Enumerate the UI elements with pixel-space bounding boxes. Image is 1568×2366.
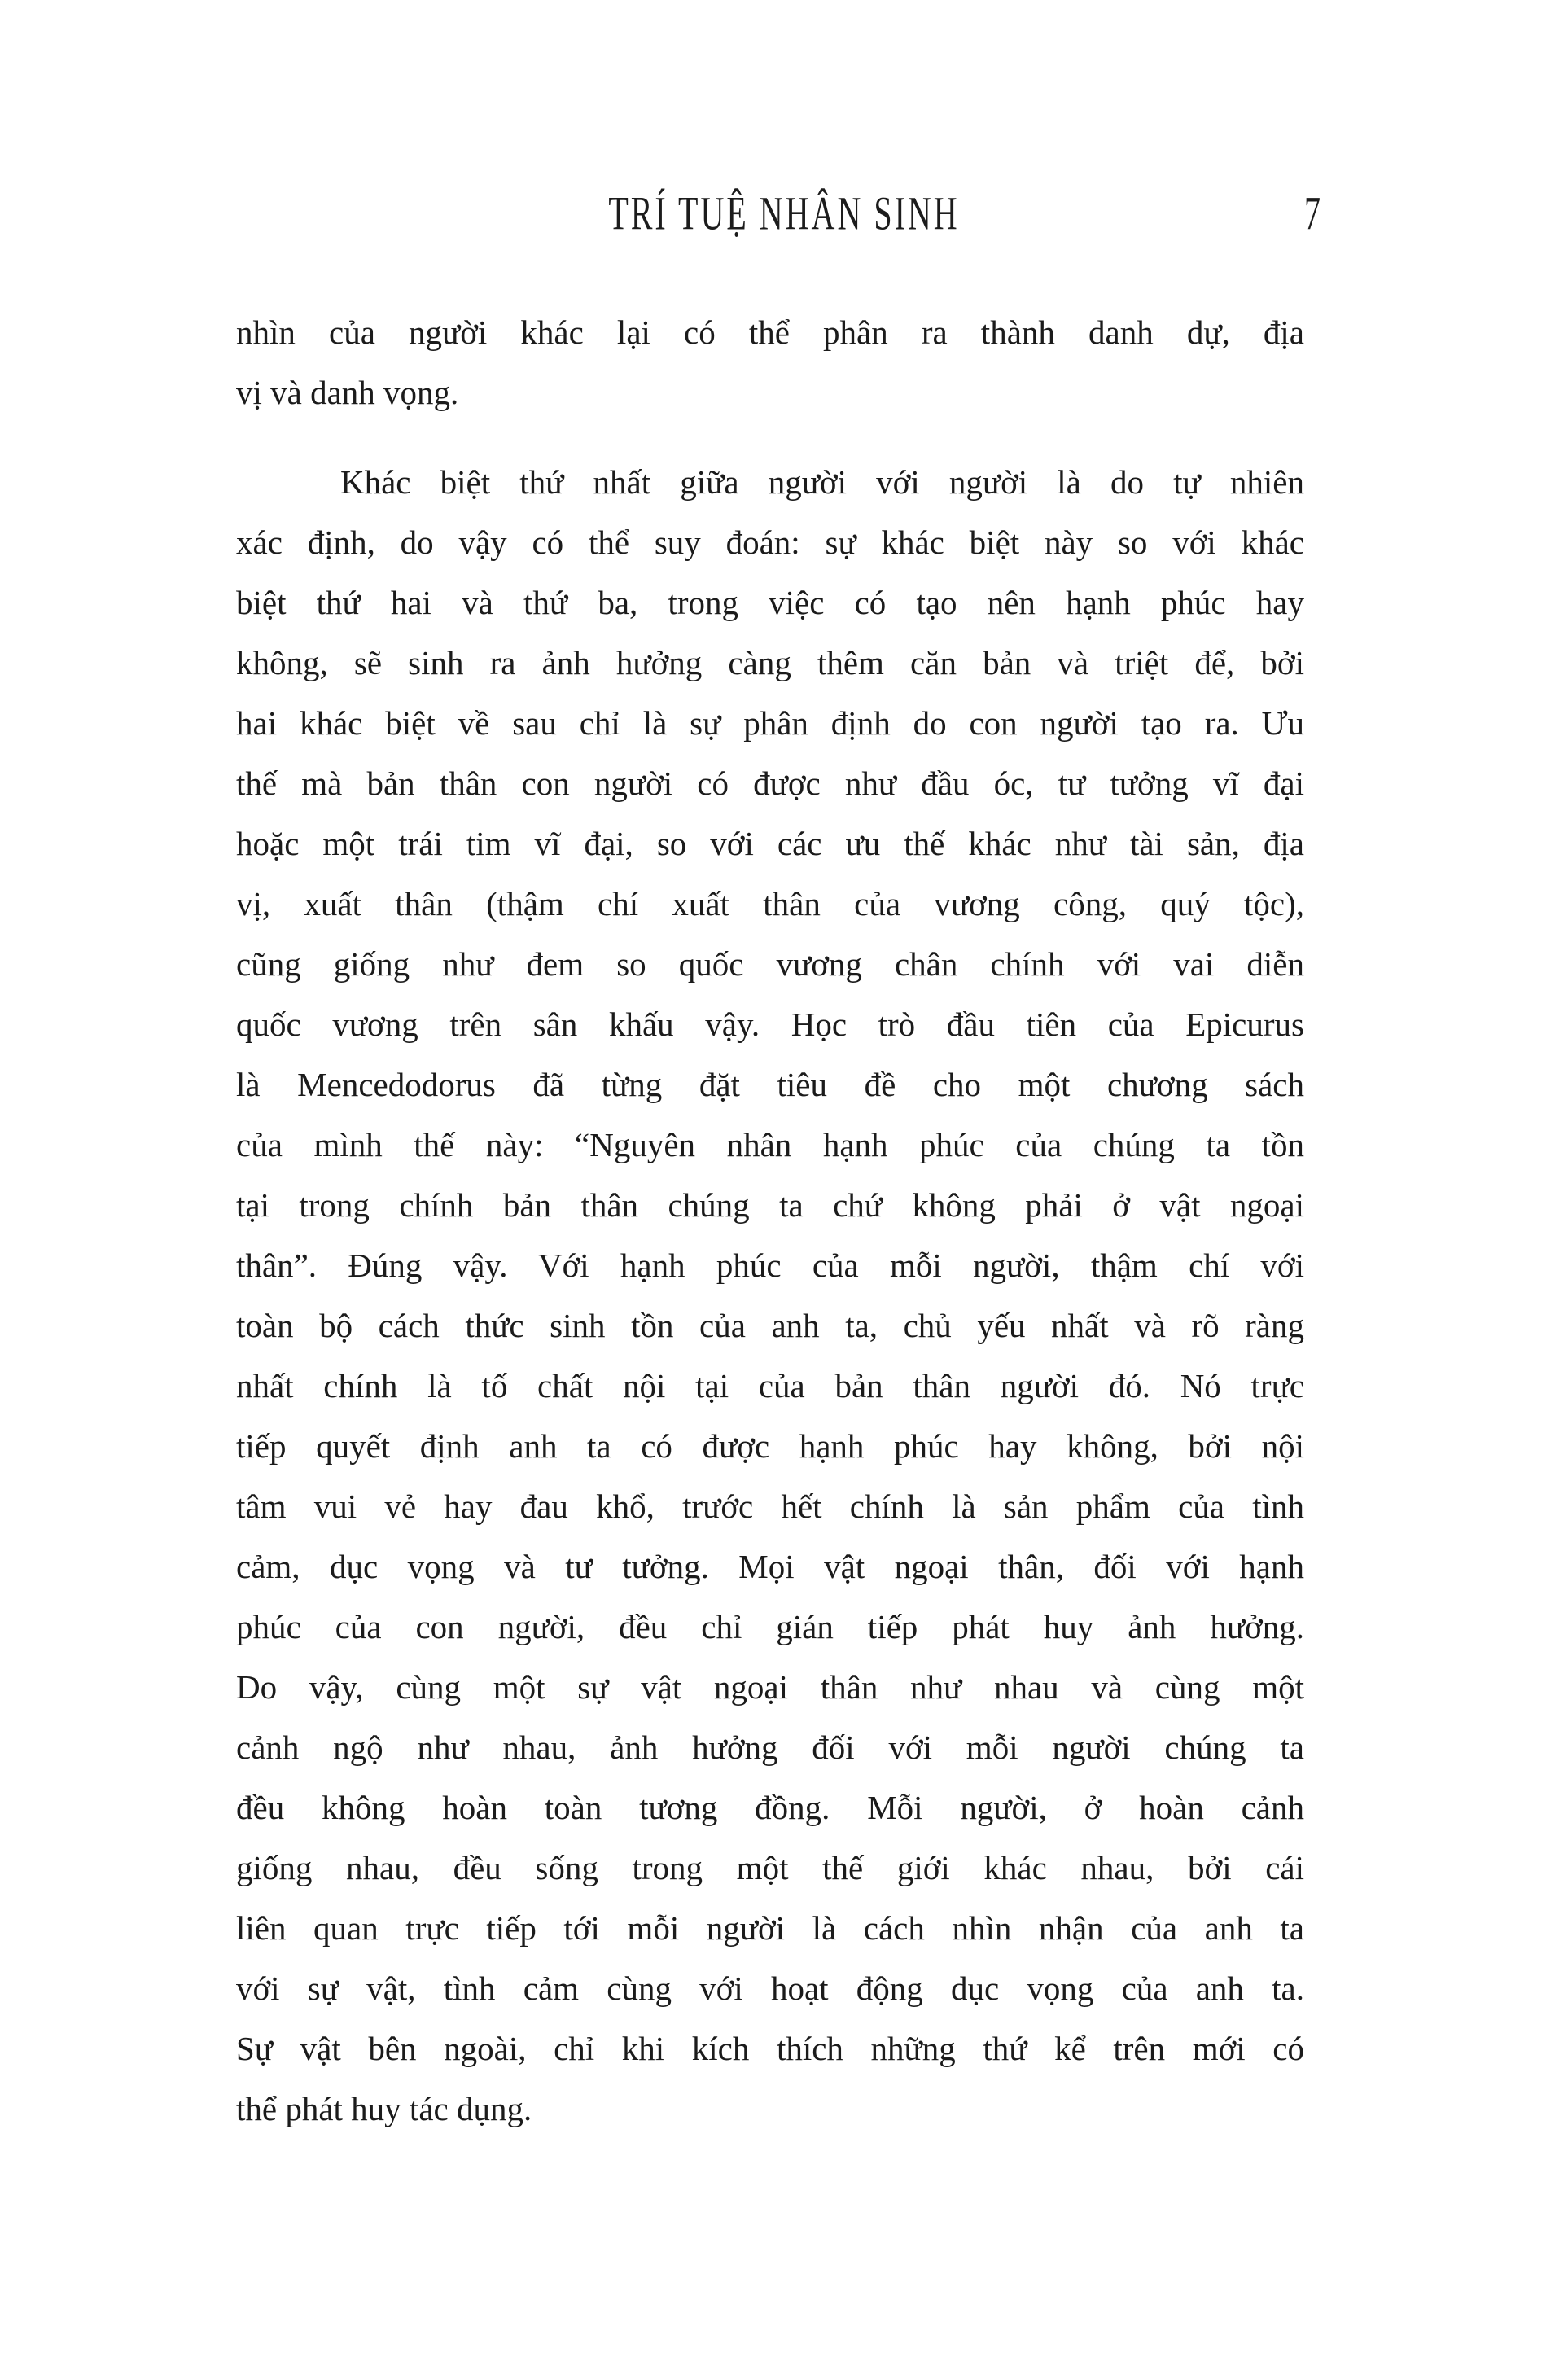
text-line: với sự vật, tình cảm cùng với hoạt động dục vọng của anh ta.	[236, 1969, 1304, 2007]
text-line: vị, xuất thân (thậm chí xuất thân của vương công, quý tộc),	[236, 885, 1304, 922]
page-number: 7	[1304, 186, 1321, 240]
text-line: thân”. Đúng vậy. Với hạnh phúc của mỗi người, thậm chí với	[236, 1247, 1304, 1284]
text-line: tâm vui vẻ hay đau khổ, trước hết chính là sản phẩm của tình	[236, 1488, 1304, 1525]
text-line: phúc của con người, đều chỉ gián tiếp phát huy ảnh hưởng.	[236, 1608, 1304, 1645]
text-line: tại trong chính bản thân chúng ta chứ không phải ở vật ngoại	[236, 1186, 1304, 1224]
text-line: hai khác biệt về sau chỉ là sự phân định do con người tạo ra. Ưu	[236, 704, 1304, 742]
text-line: nhìn của người khác lại có thể phân ra thành danh dự, địa	[236, 313, 1304, 351]
text-line: xác định, do vậy có thể suy đoán: sự khác biệt này so với khác	[236, 524, 1304, 561]
text-line: nhất chính là tố chất nội tại của bản thân người đó. Nó trực	[236, 1367, 1304, 1404]
text-line: Khác biệt thứ nhất giữa người với người là do tự nhiên	[340, 463, 1304, 501]
text-line: thế mà bản thân con người có được như đầu óc, tư tưởng vĩ đại	[236, 765, 1304, 802]
text-line: tiếp quyết định anh ta có được hạnh phúc hay không, bởi nội	[236, 1427, 1304, 1465]
text-line: không, sẽ sinh ra ảnh hưởng càng thêm căn bản và triệt để, bởi	[236, 644, 1304, 681]
text-line: cảnh ngộ như nhau, ảnh hưởng đối với mỗi người chúng ta	[236, 1728, 1304, 1766]
text-line: là Mencedodorus đã từng đặt tiêu đề cho một chương sách	[236, 1066, 1304, 1103]
text-line: Sự vật bên ngoài, chỉ khi kích thích những thứ kể trên mới có	[236, 2030, 1304, 2067]
text-line: giống nhau, đều sống trong một thế giới khác nhau, bởi cái	[236, 1849, 1304, 1886]
text-line: quốc vương trên sân khấu vậy. Học trò đầu tiên của Epicurus	[236, 1006, 1304, 1043]
text-line: cảm, dục vọng và tư tưởng. Mọi vật ngoại thân, đối với hạnh	[236, 1548, 1304, 1585]
text-line: liên quan trực tiếp tới mỗi người là cách nhìn nhận của anh ta	[236, 1909, 1304, 1947]
paragraph	[236, 452, 1304, 2139]
text-line: vị và danh vọng.	[236, 374, 459, 411]
text-line: cũng giống như đem so quốc vương chân chính với vai diễn	[236, 945, 1304, 983]
paragraph	[236, 302, 1304, 423]
text-line: biệt thứ hai và thứ ba, trong việc có tạo nên hạnh phúc hay	[236, 584, 1304, 621]
text-line: thể phát huy tác dụng.	[236, 2090, 532, 2127]
text-line: đều không hoàn toàn tương đồng. Mỗi người, ở hoàn cảnh	[236, 1789, 1304, 1826]
text-line: Do vậy, cùng một sự vật ngoại thân như nhau và cùng một	[236, 1668, 1304, 1706]
page-body-text	[236, 302, 1304, 2139]
text-line: của mình thế này: “Nguyên nhân hạnh phúc của chúng ta tồn	[236, 1126, 1304, 1163]
text-line: toàn bộ cách thức sinh tồn của anh ta, chủ yếu nhất và rõ ràng	[236, 1307, 1304, 1344]
running-header-title: TRÍ TUỆ NHÂN SINH	[608, 186, 960, 240]
text-line: hoặc một trái tim vĩ đại, so với các ưu thế khác như tài sản, địa	[236, 825, 1304, 862]
